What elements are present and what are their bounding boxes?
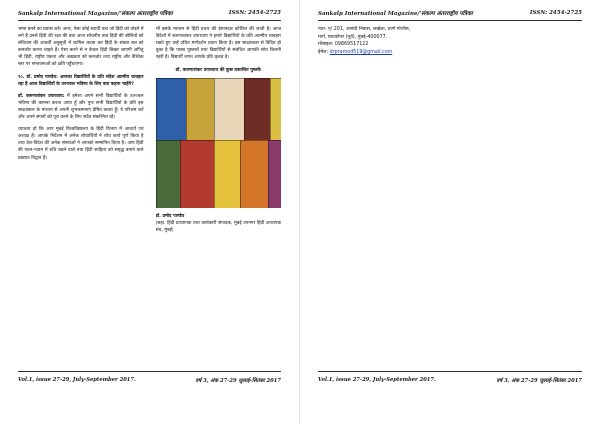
email-label: ईमेल: bbox=[318, 49, 329, 55]
book-cover bbox=[240, 140, 270, 208]
email-link[interactable]: drpramod519@gmail.com bbox=[329, 49, 393, 55]
caption-text: (सहा. हिंदी प्राध्यापक तथा कार्यकारी संपादक, मुंबई उपनगर हिंदी अध्यापक संघ, मुंबई) bbox=[155, 221, 281, 233]
book-cover bbox=[268, 140, 282, 208]
book-cover bbox=[244, 78, 272, 142]
book-cover bbox=[156, 140, 182, 208]
email-line bbox=[318, 49, 444, 57]
book-cover bbox=[180, 140, 216, 208]
book-cover bbox=[186, 78, 216, 142]
photo-caption bbox=[156, 214, 282, 234]
address-line: मोबाइल: 09869517122 bbox=[318, 42, 369, 48]
page-footer bbox=[318, 375, 582, 385]
page-header bbox=[18, 8, 281, 18]
paragraph: ध्यातव्य हो कि आप मुंबई विश्वविद्यालय के हिंदी विभाग में आचार्य एवं अध्यक्ष हैं। आपके निर्देशन में अनेक शोधार्थियों ने शोध कार्य पूर्ण किया है तथा देश-विदेश की अनेक संस्थाओं ने आपको सम्मानित किया है। आप हिंदी की पठन-पाठन में रुचि रखने वाले तथा हिंदी साहित्य को समृद्ध बनाने वाले प्रख्यात विद्वान हैं। bbox=[18, 127, 144, 161]
footer-rule bbox=[318, 371, 582, 372]
books-heading: डॉ. करुणाशंकर उपाध्याय की कुछ प्रकाशित पुस्तकें bbox=[175, 68, 261, 74]
book-covers-photo bbox=[156, 78, 282, 208]
text-columns bbox=[18, 26, 281, 366]
answer-speaker: डॉ. करुणाशंकर उपाध्याय: bbox=[18, 93, 65, 99]
volume-hindi: वर्ष 3, अंक 27-29 जुलाई-सितंबर 2017 bbox=[496, 378, 582, 384]
volume-english: Vol.1, issue 27-29, July-September 2017. bbox=[318, 377, 436, 383]
right-page bbox=[300, 0, 600, 424]
paragraph: भाषा बनने का प्रयास करें। अगर, ऐसा कोई स्वार्थी तत्व जो हिंदी को तोड़ने में लगे हैं उनसे हिंदी की रक्षा की बात आज सोचनीय तत्व हिंदी की बोलियों को संविधान की आठवीं अनुसूची में शामिल करवा कर हिंदी के संख्या बल को कमज़ोर करना चाहते हैं। ऐसा करने से न केवल हिंदी बिखर जाएगी अपितु भी हिंदी, राष्ट्रीय एकता और अखंडता को कमज़ोर तथा राष्ट्रीय और वैश्विक स्तर पर संभावनाओं को क्षति पहुँचाएगा। bbox=[18, 27, 144, 68]
address-line: मार्ग, घाटकोपर (पूर्व), मुंबई-400077. bbox=[318, 34, 388, 40]
footer-rule bbox=[18, 371, 281, 372]
journal-title: Sankalp International Magazine/'संकल्प अंतरराष्ट्रीय पत्रिका bbox=[318, 11, 473, 17]
interview-question: १०. डॉ. प्रमोद पाण्डेय: आपका विद्यार्थियों के प्रति संदेश आत्मीय व्यवहार रहा है आज विद्यार्थियों के उज्ज्वल भविष्य के लिए क्या कहना चाहेंगे? bbox=[18, 74, 144, 87]
issn-label: ISSN: 2454-2725 bbox=[529, 10, 582, 16]
book-cover bbox=[214, 140, 242, 208]
address-line: पता- ए/ 201, आनंदी निवास, लखेला, ठाणे पश्चिम, bbox=[318, 27, 411, 32]
author-address bbox=[318, 26, 444, 366]
text-columns bbox=[318, 26, 582, 366]
book-cover bbox=[214, 78, 246, 142]
empty-column bbox=[456, 26, 582, 366]
book-cover bbox=[270, 78, 282, 142]
paragraph: भी इसके माध्यम से हिंदी प्रचार की ईमानदार कोशिश की जाती है। आज विदेशों में करुणाशंकर उपाध्याय ने हमारे विद्यार्थियों के प्रति आत्मीय व्यवहार रखते हुए उन्हें उचित मार्गदर्शन प्रदान किया है। इस साक्षात्कार से विदित हो चुका है कि पाठ्य पुस्तकों तथा विद्यार्थियों से संबंधित आपकी सोच कितनी गहरी है। विद्यार्थी जगत आपके प्रति कृतज्ञ है। bbox=[155, 27, 281, 61]
header-rule bbox=[18, 20, 281, 21]
caption-name: डॉ. प्रमोद पाण्डेय bbox=[155, 214, 185, 220]
header-rule bbox=[318, 20, 582, 21]
volume-hindi: वर्ष 3, अंक 27-29 जुलाई-सितंबर 2017 bbox=[195, 378, 281, 384]
journal-title: Sankalp International Magazine/'संकल्प अंतरराष्ट्रीय पत्रिका bbox=[18, 11, 173, 17]
column-one bbox=[18, 26, 144, 366]
page-header bbox=[318, 8, 582, 18]
page-footer bbox=[18, 375, 281, 385]
issn-label: ISSN: 2454-2725 bbox=[228, 10, 281, 16]
volume-english: Vol.1, issue 27-29, July-September 2017. bbox=[18, 377, 136, 383]
column-two bbox=[156, 26, 282, 366]
interview-answer bbox=[18, 93, 144, 121]
book-cover bbox=[156, 78, 188, 142]
answer-text: मैं हमेशा अपने सभी विद्यार्थियों के उज्ज्वल भविष्य की कामना करता आया हूँ और पुनः सभी विद्यार्थियों के प्रति इस साक्षात्कार के माध्यम से अपनी शुभकामनाएं प्रेषित करता हूँ। वे परिश्रम करें और अपने सपनों को पूरा करने के लिए सदैव संकल्पित रहें। bbox=[18, 93, 144, 121]
